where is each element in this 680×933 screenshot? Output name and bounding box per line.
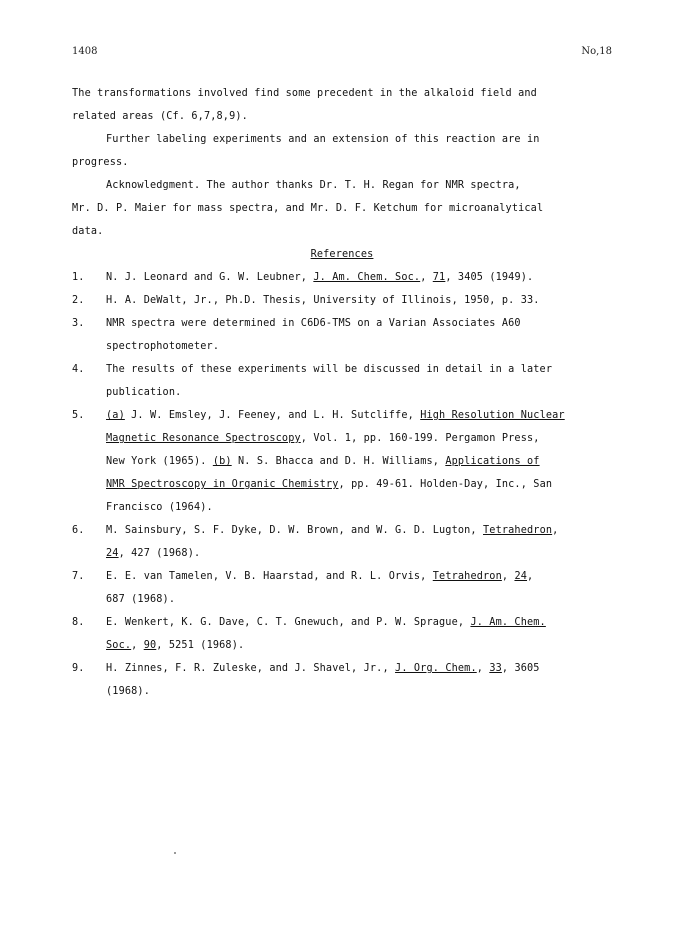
reference-continuation: Francisco (1964). (106, 502, 213, 513)
reference-text: E. E. van Tamelen, V. B. Haarstad, and R. L. Orvis, Tetrahedron, 24, (106, 571, 534, 582)
reference-number: 5. (72, 410, 85, 421)
reference-continuation: publication. (106, 387, 182, 398)
reference-continuation: NMR Spectroscopy in Organic Chemistry, pp. 49-61. Holden-Day, Inc., San (106, 479, 553, 490)
reference-number: 2. (72, 295, 85, 306)
reference-text: H. Zinnes, F. R. Zuleske, and J. Shavel, Jr., J. Org. Chem., 33, 3605 (106, 663, 540, 674)
body-line: progress. (72, 157, 129, 168)
reference-number: 1. (72, 272, 85, 283)
reference-item (72, 519, 612, 542)
reference-text: N. J. Leonard and G. W. Leubner, J. Am. Chem. Soc., 71, 3405 (1949). (106, 272, 534, 283)
page-number: 1408 (72, 46, 98, 57)
acknowledgment-line: Mr. D. P. Maier for mass spectra, and Mr. D. F. Ketchum for microanalytical (72, 203, 544, 214)
reference-continuation: Magnetic Resonance Spectroscopy, Vol. 1, pp. 160-199. Pergamon Press, (106, 433, 540, 444)
reference-text: E. Wenkert, K. G. Dave, C. T. Gnewuch, and P. W. Sprague, J. Am. Chem. (106, 617, 546, 628)
body-line: related areas (Cf. 6,7,8,9). (72, 111, 248, 122)
reference-continuation: 687 (1968). (106, 594, 176, 605)
reference-text: H. A. DeWalt, Jr., Ph.D. Thesis, University of Illinois, 1950, p. 33. (106, 295, 540, 306)
reference-number: 3. (72, 318, 85, 329)
reference-text: M. Sainsbury, S. F. Dyke, D. W. Brown, and W. G. D. Lugton, Tetrahedron, (106, 525, 559, 536)
references-heading: References (310, 249, 374, 260)
reference-number: 8. (72, 617, 85, 628)
reference-item (72, 289, 612, 312)
scan-speck (174, 852, 176, 854)
issue-number: No,18 (581, 46, 612, 57)
body-line: Further labeling experiments and an extension of this reaction are in (106, 134, 540, 145)
reference-item (72, 266, 612, 289)
reference-item (72, 657, 612, 680)
reference-continuation: (1968). (106, 686, 150, 697)
reference-item (72, 404, 612, 427)
reference-number: 9. (72, 663, 85, 674)
reference-number: 4. (72, 364, 85, 375)
body-line: The transformations involved find some precedent in the alkaloid field and (72, 88, 537, 99)
reference-text: (a) J. W. Emsley, J. Feeney, and L. H. Sutcliffe, High Resolution Nuclear (106, 410, 565, 421)
reference-continuation: Soc., 90, 5251 (1968). (106, 640, 245, 651)
reference-continuation: New York (1965). (b) N. S. Bhacca and D. H. Williams, Applications of (106, 456, 540, 467)
acknowledgment-line: data. (72, 226, 104, 237)
reference-item (72, 565, 612, 588)
reference-continuation: 24, 427 (1968). (106, 548, 201, 559)
reference-text: NMR spectra were determined in C6D6-TMS on a Varian Associates A60 (106, 318, 521, 329)
reference-number: 7. (72, 571, 85, 582)
reference-text: The results of these experiments will be discussed in detail in a later (106, 364, 553, 375)
reference-continuation: spectrophotometer. (106, 341, 220, 352)
reference-item (72, 312, 612, 335)
page-body (72, 82, 612, 703)
reference-number: 6. (72, 525, 85, 536)
reference-item (72, 358, 612, 381)
acknowledgment-line: Acknowledgment. The author thanks Dr. T. H. Regan for NMR spectra, (106, 180, 521, 191)
reference-item (72, 611, 612, 634)
